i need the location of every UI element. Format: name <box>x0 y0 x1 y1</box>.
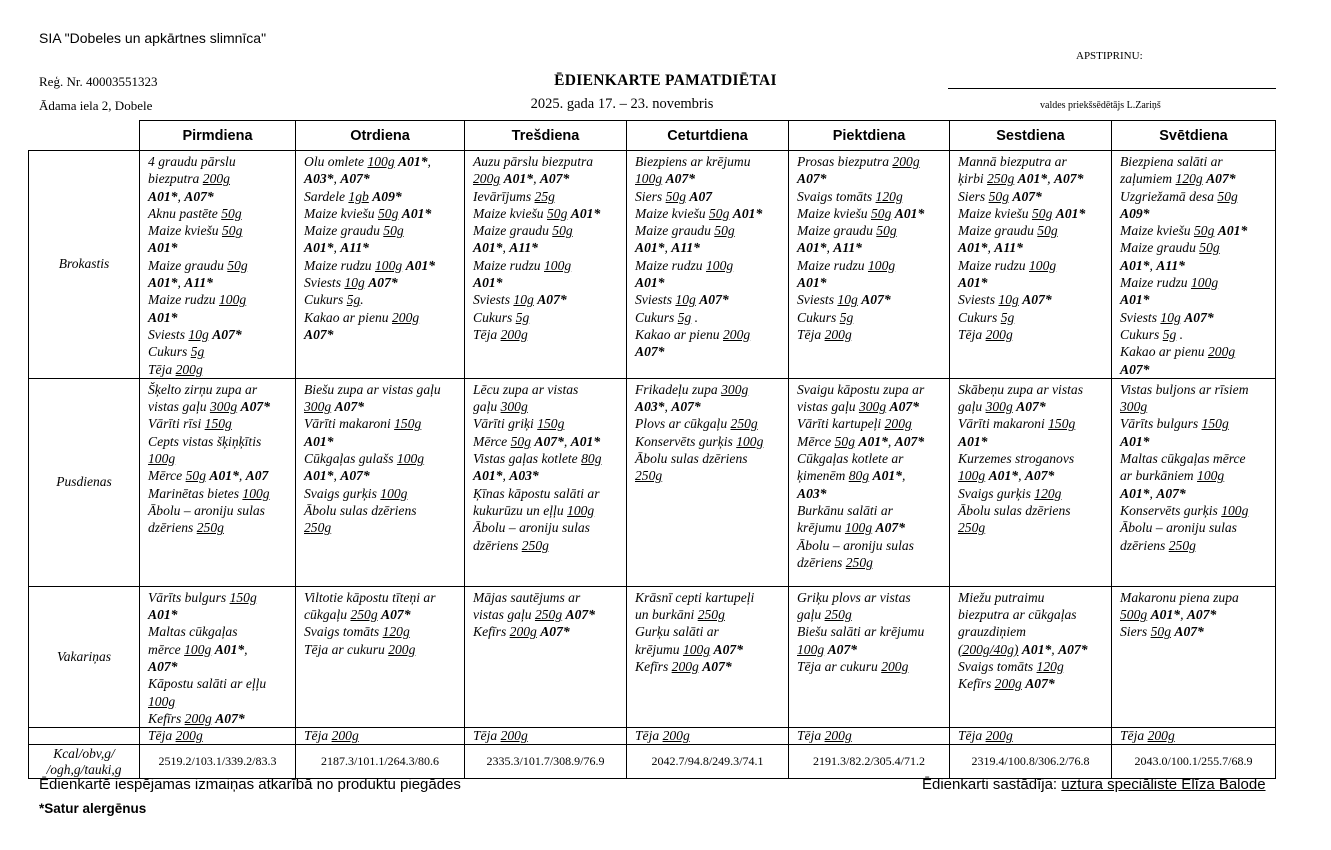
menu-cell <box>950 151 1112 379</box>
menu-line: Svaigs tomāts 120g <box>958 659 1064 675</box>
tea-line: Tēja 200g <box>635 728 690 744</box>
menu-line: Kefīrs 200g A07* <box>148 710 245 726</box>
menu-line: Svaigu kāpostu zupa ar <box>797 381 925 397</box>
menu-line: Maize graudu 50g <box>635 223 735 239</box>
signature-line <box>948 88 1276 89</box>
menu-line: biezputra 200g <box>148 171 230 187</box>
menu-line: Maize rudzu 100g <box>148 292 247 308</box>
tea-cell <box>1112 728 1276 745</box>
menu-line: Sardele 1gb A09* <box>304 188 402 204</box>
day-header-row <box>29 121 1276 151</box>
menu-line: 200g A01*, A07* <box>473 171 570 187</box>
menu-cell <box>627 378 789 586</box>
menu-cell <box>1112 378 1276 586</box>
menu-line: Siers 50g A07* <box>958 188 1042 204</box>
menu-line: A01* <box>148 240 178 256</box>
tea-line: Tēja 200g <box>473 728 528 744</box>
menu-line: Maize kviešu 50g <box>148 223 243 239</box>
menu-line: Šķelto zirņu zupa ar <box>148 381 258 397</box>
menu-line: Maltas cūkgaļas mērce <box>1120 451 1246 467</box>
menu-line: Miežu putraimu <box>958 589 1045 605</box>
menu-line: 100g A07* <box>635 171 696 187</box>
menu-line: 250g <box>958 520 986 536</box>
menu-line: Vistas gaļas kotlete 80g <box>473 451 602 467</box>
menu-line: A07* <box>635 344 665 360</box>
menu-line: Tēja 200g <box>148 361 203 377</box>
menu-line: 100g A01*, A07* <box>958 468 1055 484</box>
kcal-value: 2042.7/94.8/249.3/74.1 <box>627 745 789 779</box>
menu-line: Cepts vistas šķiņķītis <box>148 433 262 449</box>
tea-line: Tēja 200g <box>148 728 203 744</box>
menu-line: Kefīrs 200g A07* <box>958 676 1055 692</box>
kcal-value: 2187.3/101.1/264.3/80.6 <box>296 745 465 779</box>
menu-line: cūkgaļu 250g A07* <box>304 607 411 623</box>
menu-line: Siers 50g A07* <box>1120 624 1204 640</box>
menu-line: A01* <box>1120 433 1150 449</box>
menu-line: 250g <box>635 468 663 484</box>
menu-line: Plovs ar cūkgaļu 250g <box>635 416 758 432</box>
menu-line: Kakao ar pienu 200g <box>1120 344 1236 360</box>
menu-line: Svaigs gurķis 100g <box>304 485 408 501</box>
day-header: Sestdiena <box>950 121 1112 151</box>
menu-line: Kakao ar pienu 200g <box>304 309 420 325</box>
menu-line: A01* <box>148 309 178 325</box>
menu-line: Biešu zupa ar vistas gaļu <box>304 381 441 397</box>
menu-line: Maize kviešu 50g A01* <box>1120 223 1248 239</box>
menu-cell <box>296 378 465 586</box>
kcal-label-line1: Kcal/obv,g/ <box>53 745 115 761</box>
menu-line: Maize rudzu 100g <box>1120 275 1219 291</box>
kcal-value: 2319.4/100.8/306.2/76.8 <box>950 745 1112 779</box>
menu-line: Konservēts gurķis 100g <box>1120 502 1249 518</box>
menu-line: ķirbi 250g A01*, A07* <box>958 171 1084 187</box>
menu-line: A01*, A11* <box>958 240 1023 256</box>
menu-line: Maize kviešu 50g A01* <box>304 205 432 221</box>
meal-row <box>29 586 1276 727</box>
menu-line: vistas gaļu 300g A07* <box>797 399 919 415</box>
menu-line: A01* <box>473 275 503 291</box>
menu-line: Cukurs 5g . <box>635 309 699 325</box>
menu-line: Mājas sautējums ar <box>473 589 581 605</box>
menu-line: Svaigs tomāts 120g <box>797 188 903 204</box>
menu-line: Sviests 10g A07* <box>304 275 398 291</box>
menu-line: Kakao ar pienu 200g <box>635 326 751 342</box>
menu-line: vistas gaļu 250g A07* <box>473 607 595 623</box>
menu-line: Ābolu – aroniju sulas <box>148 502 265 518</box>
menu-line: A01* <box>148 607 178 623</box>
menu-line: A07* <box>1120 361 1150 377</box>
menu-line: Cukurs 5g <box>473 309 530 325</box>
menu-line: A03* <box>797 485 827 501</box>
day-header: Trešdiena <box>465 121 627 151</box>
corner-cell <box>29 121 140 151</box>
kcal-value: 2191.3/82.2/305.4/71.2 <box>789 745 950 779</box>
menu-line: Sviests 10g A07* <box>635 292 729 308</box>
menu-line: A01*, A11* <box>148 275 213 291</box>
menu-line: A01* <box>958 275 988 291</box>
menu-line: Ābolu – aroniju sulas <box>473 520 590 536</box>
menu-period: 2025. gada 17. – 23. novembris <box>530 96 714 112</box>
menu-line: Marinētas bietes 100g <box>148 485 270 501</box>
menu-line: A01* <box>304 433 334 449</box>
menu-line: 100g <box>148 693 176 709</box>
allergen-note: *Satur alergēnus <box>39 801 147 816</box>
menu-line: dzēriens 250g <box>473 537 549 553</box>
tea-row <box>29 728 1276 745</box>
menu-line: Maize kviešu 50g A01* <box>958 205 1086 221</box>
menu-line: A01*, A07* <box>1120 485 1186 501</box>
menu-line: mērce 100g A01*, <box>148 641 248 657</box>
menu-line: Maize kviešu 50g A01* <box>797 205 925 221</box>
menu-line: Vārīti rīsi 150g <box>148 416 232 432</box>
menu-cell <box>140 378 296 586</box>
menu-line: Mannā biezputra ar <box>958 154 1067 169</box>
menu-line: Gurķu salāti ar <box>635 624 719 640</box>
day-header: Piektdiena <box>789 121 950 151</box>
menu-line: dzēriens 250g <box>1120 537 1196 553</box>
menu-cell <box>789 586 950 727</box>
menu-line: A01*, A11* <box>473 240 538 256</box>
menu-line: 250g <box>304 520 332 536</box>
menu-cell <box>465 151 627 379</box>
tea-line: Tēja 200g <box>304 728 359 744</box>
menu-line: A01*, A07* <box>148 188 214 204</box>
menu-line: 300g A07* <box>304 399 365 415</box>
menu-line: A01* <box>635 275 665 291</box>
menu-line: Krāsnī cepti kartupeļi <box>635 589 755 605</box>
menu-line: 500g A01*, A07* <box>1120 607 1217 623</box>
menu-line: Sviests 10g A07* <box>473 292 567 308</box>
tea-cell <box>627 728 789 745</box>
menu-cell <box>140 586 296 727</box>
menu-line: Vārīti kartupeļi 200g <box>797 416 912 432</box>
menu-line: Maize graudu 50g <box>958 223 1058 239</box>
approve-label: APSTIPRINU: <box>1076 50 1143 62</box>
menu-line: kukurūzu un eļļu 100g <box>473 502 595 518</box>
menu-line: Ābolu sulas dzēriens <box>635 451 748 467</box>
menu-line: Svaigs tomāts 120g <box>304 624 410 640</box>
menu-line: A01* <box>1120 292 1150 308</box>
tea-line: Tēja 200g <box>958 728 1013 744</box>
tea-cell <box>296 728 465 745</box>
menu-line: (200g/40g) A01*, A07* <box>958 641 1088 657</box>
menu-line: A01*, A11* <box>1120 257 1185 273</box>
kcal-label-line2: /ogh,g/tauki,g <box>46 761 122 777</box>
menu-line: Auzu pārslu biezputra <box>473 154 594 169</box>
menu-cell <box>950 378 1112 586</box>
menu-line: Griķu plovs ar vistas <box>797 589 911 605</box>
meal-row <box>29 151 1276 379</box>
menu-cell <box>140 151 296 379</box>
tea-line: Tēja 200g <box>797 728 852 744</box>
menu-line: A03*, A07* <box>304 171 370 187</box>
menu-line: Makaronu piena zupa <box>1120 589 1239 605</box>
menu-line: Svaigs gurķis 120g <box>958 485 1062 501</box>
tea-cell <box>789 728 950 745</box>
menu-line: Ābolu – aroniju sulas <box>797 537 914 553</box>
menu-line: Cukurs 5g <box>148 344 205 360</box>
menu-line: 100g <box>148 451 176 467</box>
menu-line: Kefīrs 200g A07* <box>635 659 732 675</box>
menu-line: Frikadeļu zupa 300g <box>635 381 749 397</box>
menu-line: Maize rudzu 100g <box>635 257 734 273</box>
change-note: Ēdienkartē iespējamas izmaiņas atkarībā no produktu piegādes <box>39 776 461 793</box>
menu-line: Viltotie kāpostu tīteņi ar <box>304 589 436 605</box>
menu-line: Tēja ar cukuru 200g <box>797 659 909 675</box>
menu-cell <box>789 378 950 586</box>
menu-line: Sviests 10g A07* <box>797 292 891 308</box>
menu-line: Maize graudu 50g <box>304 223 404 239</box>
menu-line: zaļumiem 120g A07* <box>1120 171 1236 187</box>
menu-line: Lēcu zupa ar vistas <box>473 381 579 397</box>
menu-line: 300g <box>1120 399 1148 415</box>
menu-line: Biešu salāti ar krējumu <box>797 624 925 640</box>
menu-line: Ābolu sulas dzēriens <box>958 502 1071 518</box>
menu-line: un burkāni 250g <box>635 607 725 623</box>
menu-line: Cukurs 5g. <box>304 292 364 308</box>
menu-line: A07* <box>304 326 334 342</box>
kcal-row <box>29 745 1276 779</box>
tea-cell <box>140 728 296 745</box>
menu-line: Maize rudzu 100g A01* <box>304 257 436 273</box>
menu-line: Vārīti griķi 150g <box>473 416 565 432</box>
menu-line: Sviests 10g A07* <box>958 292 1052 308</box>
kcal-value: 2335.3/101.7/308.9/76.9 <box>465 745 627 779</box>
menu-line: Maize graudu 50g <box>473 223 573 239</box>
menu-line: A01*, A11* <box>635 240 700 256</box>
tea-label-cell <box>29 728 140 745</box>
meal-label: Brokastis <box>29 151 140 379</box>
menu-cell <box>950 586 1112 727</box>
menu-line: Cūkgaļas gulašs 100g <box>304 451 425 467</box>
menu-line: Konservēts gurķis 100g <box>635 433 764 449</box>
menu-line: Vārīti makaroni 150g <box>304 416 422 432</box>
tea-cell <box>950 728 1112 745</box>
menu-line: A01* <box>797 275 827 291</box>
menu-line: Skābeņu zupa ar vistas <box>958 381 1083 397</box>
tea-cell <box>465 728 627 745</box>
author-name: uztura speciāliste Elīza Balode <box>1061 776 1266 793</box>
menu-line: Burkānu salāti ar <box>797 502 893 518</box>
menu-line: Maltas cūkgaļas <box>148 624 238 640</box>
menu-line: Kurzemes stroganovs <box>958 451 1075 467</box>
menu-line: Cukurs 5g . <box>1120 326 1184 342</box>
menu-line: Sviests 10g A07* <box>1120 309 1214 325</box>
menu-line: Vārīts bulgurs 150g <box>1120 416 1229 432</box>
menu-cell <box>627 151 789 379</box>
menu-line: Maize graudu 50g <box>797 223 897 239</box>
address: Ādama iela 2, Dobele <box>39 98 153 113</box>
menu-line: Tēja 200g <box>958 326 1013 342</box>
menu-line: A03*, A07* <box>635 399 701 415</box>
menu-line: Mērce 50g A01*, A07 <box>148 468 269 484</box>
menu-cell <box>465 378 627 586</box>
menu-line: Maize kviešu 50g A01* <box>635 205 763 221</box>
menu-line: gaļu 300g <box>473 399 528 415</box>
menu-cell <box>789 151 950 379</box>
menu-line: Maize rudzu 100g <box>473 257 572 273</box>
day-header: Pirmdiena <box>140 121 296 151</box>
menu-line: Cukurs 5g <box>797 309 854 325</box>
menu-line: A01*, A07* <box>304 468 370 484</box>
menu-line: Tēja 200g <box>473 326 528 342</box>
meal-label: Pusdienas <box>29 378 140 586</box>
registration-number: Reģ. Nr. 40003551323 <box>39 74 158 89</box>
menu-line: Kāpostu salāti ar eļļu <box>148 676 267 692</box>
menu-line: Sviests 10g A07* <box>148 326 242 342</box>
menu-cell <box>627 586 789 727</box>
menu-line: A01* <box>958 433 988 449</box>
menu-line: grauzdiņiem <box>958 624 1026 640</box>
menu-line: Mērce 50g A07*, A01* <box>473 433 601 449</box>
menu-line: Vistas buljons ar rīsiem <box>1120 381 1249 397</box>
menu-line: A09* <box>1120 205 1150 221</box>
menu-line: Uzgriežamā desa 50g <box>1120 188 1238 204</box>
menu-line: Mērce 50g A01*, A07* <box>797 433 925 449</box>
menu-line: A07* <box>148 659 178 675</box>
kcal-value: 2043.0/100.1/255.7/68.9 <box>1112 745 1276 779</box>
kcal-label <box>29 745 140 779</box>
menu-line: Maize graudu 50g <box>148 257 248 273</box>
organization-name: SIA "Dobeles un apkārtnes slimnīca" <box>39 30 267 46</box>
menu-line: A01*, A03* <box>473 468 539 484</box>
author-prefix: Ēdienkarti sastādīja: <box>922 776 1062 793</box>
day-header: Svētdiena <box>1112 121 1276 151</box>
menu-line: dzēriens 250g <box>148 520 224 536</box>
menu-line: Kefīrs 200g A07* <box>473 624 570 640</box>
menu-line: A01*, A11* <box>797 240 862 256</box>
menu-line: Biezpiens ar krējumu <box>635 154 751 169</box>
day-header: Ceturtdiena <box>627 121 789 151</box>
menu-line: Ābolu sulas dzēriens <box>304 502 417 518</box>
menu-line: 100g A07* <box>797 641 858 657</box>
menu-line: Maize kviešu 50g A01* <box>473 205 601 221</box>
menu-line: Maize rudzu 100g <box>958 257 1057 273</box>
menu-cell <box>296 151 465 379</box>
day-header: Otrdiena <box>296 121 465 151</box>
menu-line: biezputra ar cūkgaļas <box>958 607 1077 623</box>
menu-line: gaļu 300g A07* <box>958 399 1046 415</box>
menu-line: krējumu 100g A07* <box>635 641 744 657</box>
menu-line: Ābolu – aroniju sulas <box>1120 520 1237 536</box>
menu-line: Cūkgaļas kotlete ar <box>797 451 904 467</box>
meal-label: Vakariņas <box>29 586 140 727</box>
menu-line: Vārīts bulgurs 150g <box>148 589 257 605</box>
menu-line: A07* <box>797 171 827 187</box>
chairman-label: valdes priekšsēdētājs L.Zariņš <box>1040 100 1161 111</box>
menu-table <box>28 120 1276 779</box>
menu-cell <box>1112 151 1276 379</box>
menu-line: Maize rudzu 100g <box>797 257 896 273</box>
menu-line: Ķīnas kāpostu salāti ar <box>473 485 600 501</box>
menu-line: Prosas biezputra 200g <box>797 154 920 169</box>
menu-line: gaļu 250g <box>797 607 852 623</box>
menu-line: Siers 50g A07 <box>635 188 713 204</box>
menu-line: 4 graudu pārslu <box>148 154 236 169</box>
menu-line: Biezpiena salāti ar <box>1120 154 1223 169</box>
menu-cell <box>1112 586 1276 727</box>
kcal-value: 2519.2/103.1/339.2/83.3 <box>140 745 296 779</box>
menu-line: ar burkāniem 100g <box>1120 468 1225 484</box>
menu-line: Ievārījums 25g <box>473 188 555 204</box>
menu-line: Olu omlete 100g A01*, <box>304 154 431 169</box>
document-title: ĒDIENKARTE PAMATDIĒTAI <box>554 72 777 89</box>
menu-cell <box>465 586 627 727</box>
menu-line: A01*, A11* <box>304 240 369 256</box>
author-line <box>922 776 1266 793</box>
menu-line: Maize graudu 50g <box>1120 240 1220 256</box>
menu-line: ķimenēm 80g A01*, <box>797 468 906 484</box>
menu-cell <box>296 586 465 727</box>
menu-line: Aknu pastēte 50g <box>148 205 242 221</box>
menu-line: Tēja 200g <box>797 326 852 342</box>
meal-row <box>29 378 1276 586</box>
menu-line: Tēja ar cukuru 200g <box>304 641 416 657</box>
menu-line: vistas gaļu 300g A07* <box>148 399 270 415</box>
menu-line: dzēriens 250g <box>797 554 873 570</box>
menu-line: Vārīti makaroni 150g <box>958 416 1076 432</box>
tea-line: Tēja 200g <box>1120 728 1175 744</box>
menu-line: Cukurs 5g <box>958 309 1015 325</box>
menu-line: krējumu 100g A07* <box>797 520 906 536</box>
